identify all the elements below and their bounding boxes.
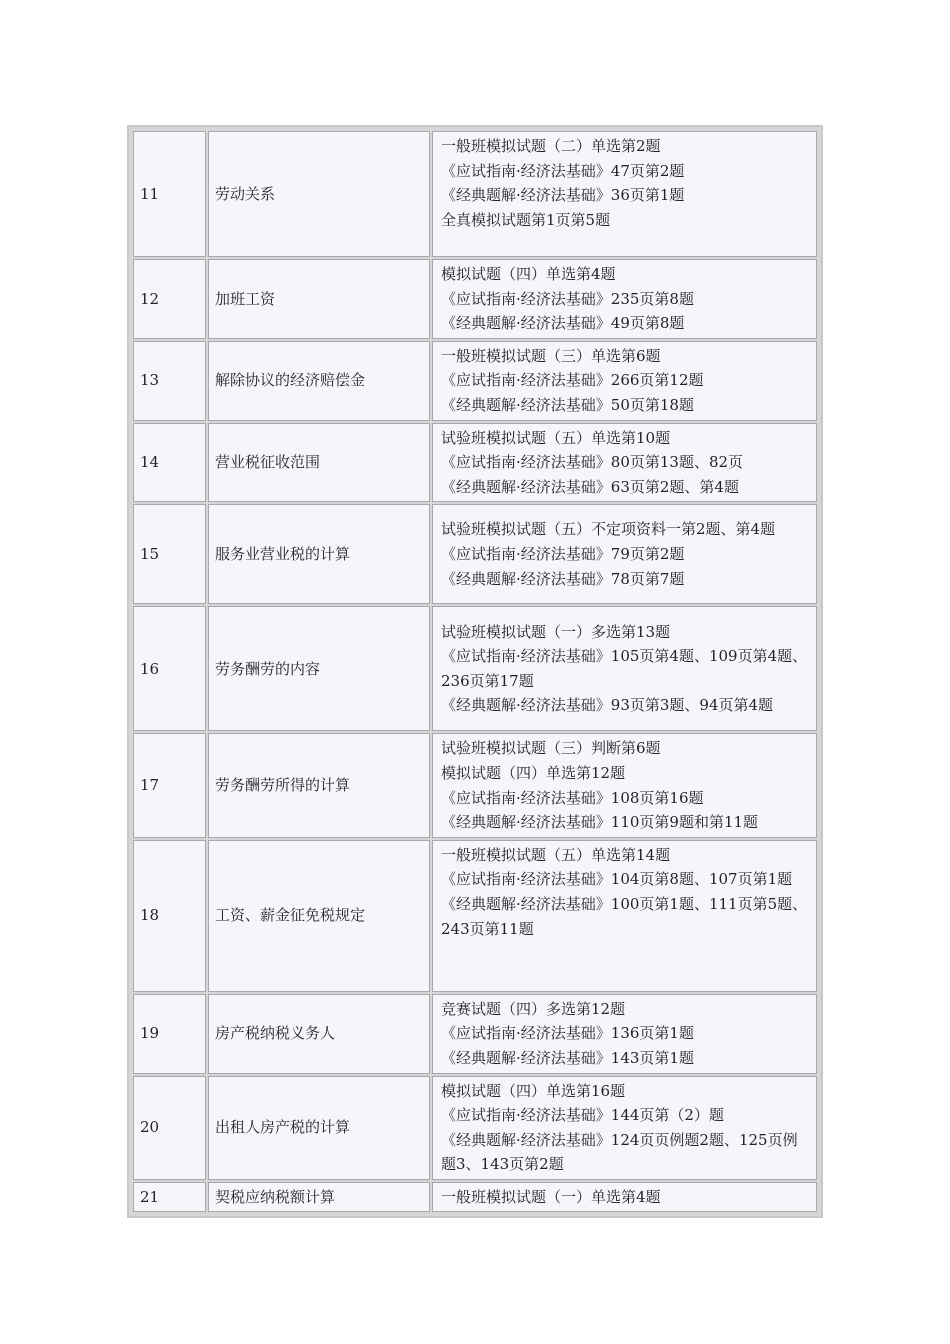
reference-line: 《应试指南·经济法基础》266页第12题 <box>441 371 704 390</box>
row-topic: 解除协议的经济赔偿金 <box>208 341 430 421</box>
table-row <box>133 840 817 992</box>
row-references <box>432 504 817 604</box>
row-topic: 工资、薪金征免税规定 <box>208 840 430 992</box>
reference-line: 《经典题解·经济法基础》78页第7题 <box>441 569 685 588</box>
row-number: 17 <box>133 733 206 837</box>
row-number: 16 <box>133 606 206 731</box>
row-number: 19 <box>133 994 206 1074</box>
table-row <box>133 504 817 604</box>
table-row <box>133 994 817 1074</box>
reference-line: 《经典题解·经济法基础》49页第8题 <box>441 314 685 333</box>
row-references <box>432 259 817 339</box>
row-topic: 契税应纳税额计算 <box>208 1182 430 1213</box>
row-number: 15 <box>133 504 206 604</box>
row-topic: 房产税纳税义务人 <box>208 994 430 1074</box>
reference-line: 模拟试题（四）单选第16题 <box>441 1081 626 1100</box>
table-row <box>133 1182 817 1213</box>
question-reference-table <box>127 125 823 1218</box>
row-number: 20 <box>133 1076 206 1180</box>
reference-line: 《应试指南·经济法基础》79页第2题 <box>441 545 685 564</box>
reference-line: 《应试指南·经济法基础》136页第1题 <box>441 1024 694 1043</box>
row-references <box>432 606 817 731</box>
table-row <box>133 1076 817 1180</box>
row-references <box>432 1076 817 1180</box>
reference-line: 模拟试题（四）单选第12题 <box>441 763 626 782</box>
row-number: 12 <box>133 259 206 339</box>
row-number: 13 <box>133 341 206 421</box>
reference-line: 《应试指南·经济法基础》108页第16题 <box>441 788 704 807</box>
row-topic: 服务业营业税的计算 <box>208 504 430 604</box>
row-references <box>432 994 817 1074</box>
row-topic: 营业税征收范围 <box>208 423 430 503</box>
reference-line: 试验班模拟试题（三）判断第6题 <box>441 739 661 758</box>
reference-table <box>131 129 819 1214</box>
reference-line: 《经典题解·经济法基础》124页页例题2题、125页例题3、143页第2题 <box>441 1130 798 1174</box>
reference-line: 一般班模拟试题（五）单选第14题 <box>441 845 671 864</box>
row-references <box>432 733 817 837</box>
reference-line: 《经典题解·经济法基础》50页第18题 <box>441 395 694 414</box>
reference-line: 试验班模拟试题（五）单选第10题 <box>441 428 671 447</box>
row-number: 14 <box>133 423 206 503</box>
reference-line: 模拟试题（四）单选第4题 <box>441 265 616 283</box>
table-row <box>133 259 817 339</box>
row-references <box>432 840 817 992</box>
row-references <box>432 1182 817 1213</box>
row-topic: 劳务酬劳所得的计算 <box>208 733 430 837</box>
reference-line: 《经典题解·经济法基础》143页第1题 <box>441 1048 694 1067</box>
row-number: 21 <box>133 1182 206 1213</box>
reference-line: 《经典题解·经济法基础》93页第3题、94页第4题 <box>441 696 774 715</box>
reference-line: 《应试指南·经济法基础》80页第13题、82页 <box>441 453 744 472</box>
table-row <box>133 131 817 257</box>
table-row <box>133 341 817 421</box>
reference-line: 一般班模拟试题（一）单选第4题 <box>441 1187 661 1206</box>
reference-line: 一般班模拟试题（二）单选第2题 <box>441 137 661 155</box>
reference-line: 《应试指南·经济法基础》235页第8题 <box>441 289 694 308</box>
row-number: 11 <box>133 131 206 257</box>
row-references <box>432 131 817 257</box>
row-references <box>432 341 817 421</box>
table-row <box>133 733 817 837</box>
row-topic: 出租人房产税的计算 <box>208 1076 430 1180</box>
reference-line: 《经典题解·经济法基础》36页第1题 <box>441 186 685 205</box>
row-topic: 加班工资 <box>208 259 430 339</box>
table-row <box>133 606 817 731</box>
reference-line: 试验班模拟试题（一）多选第13题 <box>441 622 671 641</box>
row-topic: 劳务酬劳的内容 <box>208 606 430 731</box>
row-topic: 劳动关系 <box>208 131 430 257</box>
reference-line: 《应试指南·经济法基础》144页第（2）题 <box>441 1106 724 1125</box>
reference-line: 一般班模拟试题（三）单选第6题 <box>441 346 661 365</box>
reference-line: 全真模拟试题第1页第5题 <box>441 210 611 229</box>
reference-line: 《经典题解·经济法基础》100页第1题、111页第5题、243页第11题 <box>441 894 808 938</box>
reference-line: 《经典题解·经济法基础》63页第2题、第4题 <box>441 477 739 496</box>
reference-line: 《应试指南·经济法基础》47页第2题 <box>441 161 685 180</box>
reference-line: 竞赛试题（四）多选第12题 <box>441 999 626 1018</box>
row-references <box>432 423 817 503</box>
reference-line: 试验班模拟试题（五）不定项资料一第2题、第4题 <box>441 520 776 539</box>
reference-line: 《经典题解·经济法基础》110页第9题和第11题 <box>441 813 759 832</box>
reference-line: 《应试指南·经济法基础》104页第8题、107页第1题 <box>441 870 793 889</box>
table-row <box>133 423 817 503</box>
reference-line: 《应试指南·经济法基础》105页第4题、109页第4题、236页第17题 <box>441 647 808 690</box>
row-number: 18 <box>133 840 206 992</box>
